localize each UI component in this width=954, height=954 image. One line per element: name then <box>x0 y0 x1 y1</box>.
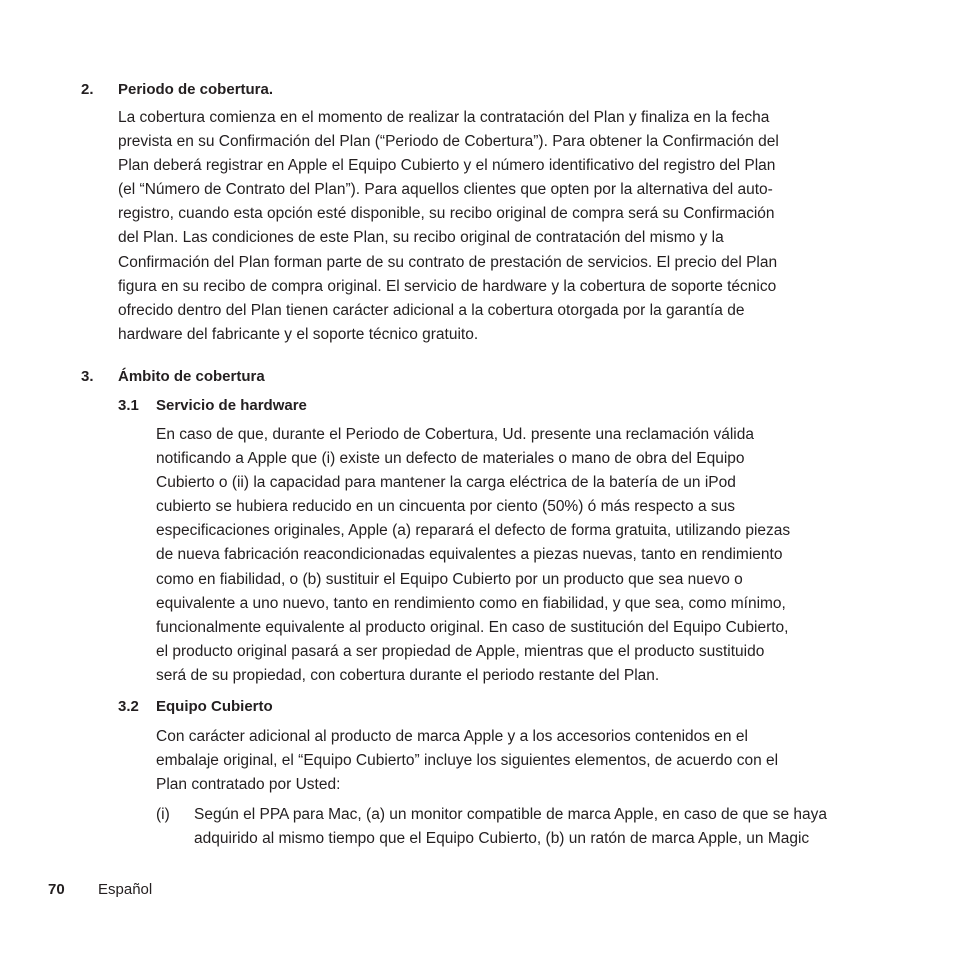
paragraph-line: embalaje original, el “Equipo Cubierto” incluye los siguientes elementos, de acuerdo con el <box>156 752 779 770</box>
section-3-number: 3. <box>81 368 94 385</box>
list-item-text <box>194 803 827 851</box>
paragraph-line: (el “Número de Contrato del Plan”). Para aquellos clientes que opten por la alternativa del auto- <box>118 181 773 199</box>
paragraph-line: funcionalmente equivalente al producto original. En caso de sustitución del Equipo Cubierto, <box>156 618 789 636</box>
section-2-number: 2. <box>81 81 94 98</box>
section-2-paragraph <box>118 106 779 347</box>
list-item-line: adquirido al mismo tiempo que el Equipo Cubierto, (b) un ratón de marca Apple, un Magic <box>194 830 810 848</box>
paragraph-line: ofrecido dentro del Plan tienen carácter adicional a la cobertura otorgada por la garantía de <box>118 301 745 319</box>
paragraph-line: cubierto se hubiera reducido en un cincuenta por ciento (50%) ó más respecto a sus <box>156 498 736 516</box>
paragraph-line: Cubierto o (ii) la capacidad para mantener la carga eléctrica de la batería de un iPod <box>156 474 736 492</box>
paragraph-line: registro, cuando esta opción esté disponible, su recibo original de compra será su Confirmación <box>118 205 775 223</box>
paragraph-line: especificaciones originales, Apple (a) reparará el defecto de forma gratuita, utilizando piezas <box>156 522 791 540</box>
list-item-line: Según el PPA para Mac, (a) un monitor compatible de marca Apple, en caso de que se haya <box>194 806 828 823</box>
paragraph-line: el producto original pasará a ser propiedad de Apple, mientras que el producto sustituido <box>156 642 765 660</box>
footer-language: Español <box>98 881 153 898</box>
paragraph-line: La cobertura comienza en el momento de realizar la contratación del Plan y finaliza en la fecha <box>118 109 770 126</box>
paragraph-line: Con carácter adicional al producto de marca Apple y a los accesorios contenidos en el <box>156 728 748 745</box>
section-3-1-title: Servicio de hardware <box>156 397 307 414</box>
section-2-title: Periodo de cobertura. <box>118 81 274 98</box>
section-3-2-number: 3.2 <box>118 698 139 715</box>
paragraph-line: figura en su recibo de compra original. El servicio de hardware y la cobertura de soporte técnico <box>118 277 777 295</box>
paragraph-line: como en fiabilidad, o (b) sustituir el Equipo Cubierto por un producto que sea nuevo o <box>156 570 743 588</box>
paragraph-line: Confirmación del Plan forman parte de su contrato de prestación de servicios. El precio del Plan <box>118 253 778 271</box>
section-3-2-paragraph <box>156 725 778 797</box>
list-marker: (i) <box>156 806 170 823</box>
paragraph-line: será de su propiedad, con cobertura durante el periodo restante del Plan. <box>156 666 660 684</box>
section-3-1-paragraph <box>156 423 790 688</box>
paragraph-line: Plan contratado por Usted: <box>156 776 341 794</box>
paragraph-line: prevista en su Confirmación del Plan (“Periodo de Cobertura”). Para obtener la Confirmación del <box>118 133 779 151</box>
page-number: 70 <box>48 881 65 898</box>
paragraph-line: Plan deberá registrar en Apple el Equipo Cubierto y el número identificativo del registro del Plan <box>118 157 776 175</box>
section-3-2-title: Equipo Cubierto <box>156 698 273 715</box>
paragraph-line: hardware del fabricante y el soporte técnico gratuito. <box>118 325 479 343</box>
paragraph-line: equivalente a uno nuevo, tanto en rendimiento como en fiabilidad, y que sea, como mínimo, <box>156 594 786 612</box>
section-3-1-number: 3.1 <box>118 397 139 414</box>
paragraph-line: del Plan. Las condiciones de este Plan, su recibo original de contratación del mismo y la <box>118 229 724 247</box>
section-3-title: Ámbito de cobertura <box>118 368 265 385</box>
paragraph-line: de nueva fabricación reacondicionadas equivalentes a piezas nuevas, tanto en rendimiento <box>156 546 783 564</box>
paragraph-line: En caso de que, durante el Periodo de Cobertura, Ud. presente una reclamación válida <box>156 426 754 443</box>
paragraph-line: notificando a Apple que (i) existe un defecto de materiales o mano de obra del Equipo <box>156 450 745 468</box>
